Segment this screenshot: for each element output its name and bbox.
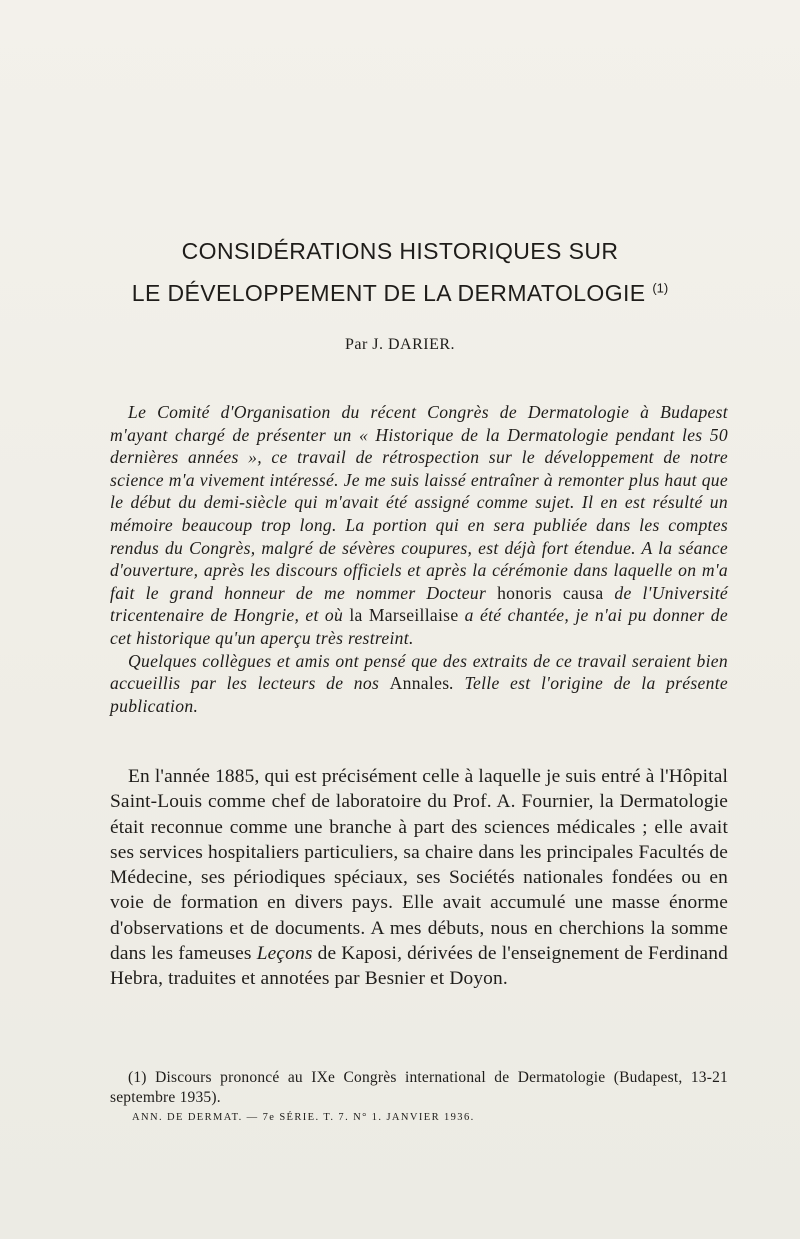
title-footnote-marker: (1) bbox=[652, 280, 669, 296]
intro-p2-annales: Annales bbox=[389, 673, 450, 694]
intro-p1-marseillaise: la Marseillaise bbox=[349, 605, 459, 626]
body-p1-end: de Kaposi, dérivées de l'enseignement de Ferdinand Hebra, traduites et annotées par Besnier et Doyon. bbox=[110, 943, 728, 990]
body-p1-text: En l'année 1885, qui est précisément celle à laquelle je suis entré à l'Hôpital Saint-Louis comme chef de laboratoire du Prof. A. Fournier, la Dermatologie était reconnue comme une branche à part des sciences médicales ; elle avait ses services hospitaliers particuliers, sa chaire dans les principales Facultés de Médecine, ses périodiques spéciaux, ses Sociétés nationales fondées ou en voie de formation en divers pays. Elle avait accumulé une masse énorme d'observations et de documents. A mes débuts, nous en cherchions la somme dans les fameuses bbox=[110, 766, 728, 965]
intro-p1-honoris: honoris causa bbox=[497, 582, 604, 603]
intro-p2-part-b: . Telle est l'origine de la présente publication. bbox=[110, 673, 728, 716]
intro-section bbox=[110, 401, 728, 717]
journal-reference: ANN. DE DERMAT. — 7e SÉRIE. T. 7. N° 1. JANVIER 1936. bbox=[132, 1112, 475, 1123]
intro-paragraph-1 bbox=[110, 401, 728, 650]
footnote bbox=[110, 1068, 728, 1108]
byline: Par J. DARIER. bbox=[344, 336, 456, 353]
intro-p2-part-a: Quelques collègues et amis ont pensé que des extraits de ce travail seraient bien accueillis par les lecteurs de nos bbox=[110, 650, 728, 694]
intro-p1-part-b: de l'Université tricentenaire de Hongrie, et où bbox=[110, 582, 729, 626]
body-paragraph-1 bbox=[110, 764, 728, 992]
article-title-line-2-text: LE DÉVELOPPEMENT DE LA DERMATOLOGIE bbox=[131, 280, 646, 306]
body-p1-lecons: Leçons bbox=[256, 943, 313, 965]
intro-p1-part-c: a été chantée, je n'ai pu donner de cet historique qu'un aperçu très restreint. bbox=[110, 605, 728, 648]
intro-p1-part-a: Le Comité d'Organisation du récent Congrès de Dermatologie à Budapest m'ayant chargé de présenter un « Historique de la Dermatologie pendant les 50 dernières années », ce travail de rétrospection sur le développement de notre science m'a vivement intéressé. Je me suis laissé entraîner à remonter plus haut que le début du demi-siècle qui m'avait été assigné comme sujet. Il en est résulté un mémoire beaucoup trop long. La portion qui en sera publiée dans les comptes rendus du Congrès, malgré de sévères coupures, est déjà fort étendue. A la séance d'ouverture, après les discours officiels et après la cérémonie dans laquelle on m'a fait le grand honneur de me nommer Docteur bbox=[110, 402, 728, 603]
article-title-line-2 bbox=[0, 280, 800, 307]
body-section bbox=[110, 764, 728, 992]
footnote-text: (1) Discours prononcé au IXe Congrès international de Dermatologie (Budapest, 13-21 septembre 1935). bbox=[110, 1069, 728, 1106]
article-title-line-1: CONSIDÉRATIONS HISTORIQUES SUR bbox=[181, 238, 619, 264]
intro-paragraph-2 bbox=[110, 650, 728, 718]
